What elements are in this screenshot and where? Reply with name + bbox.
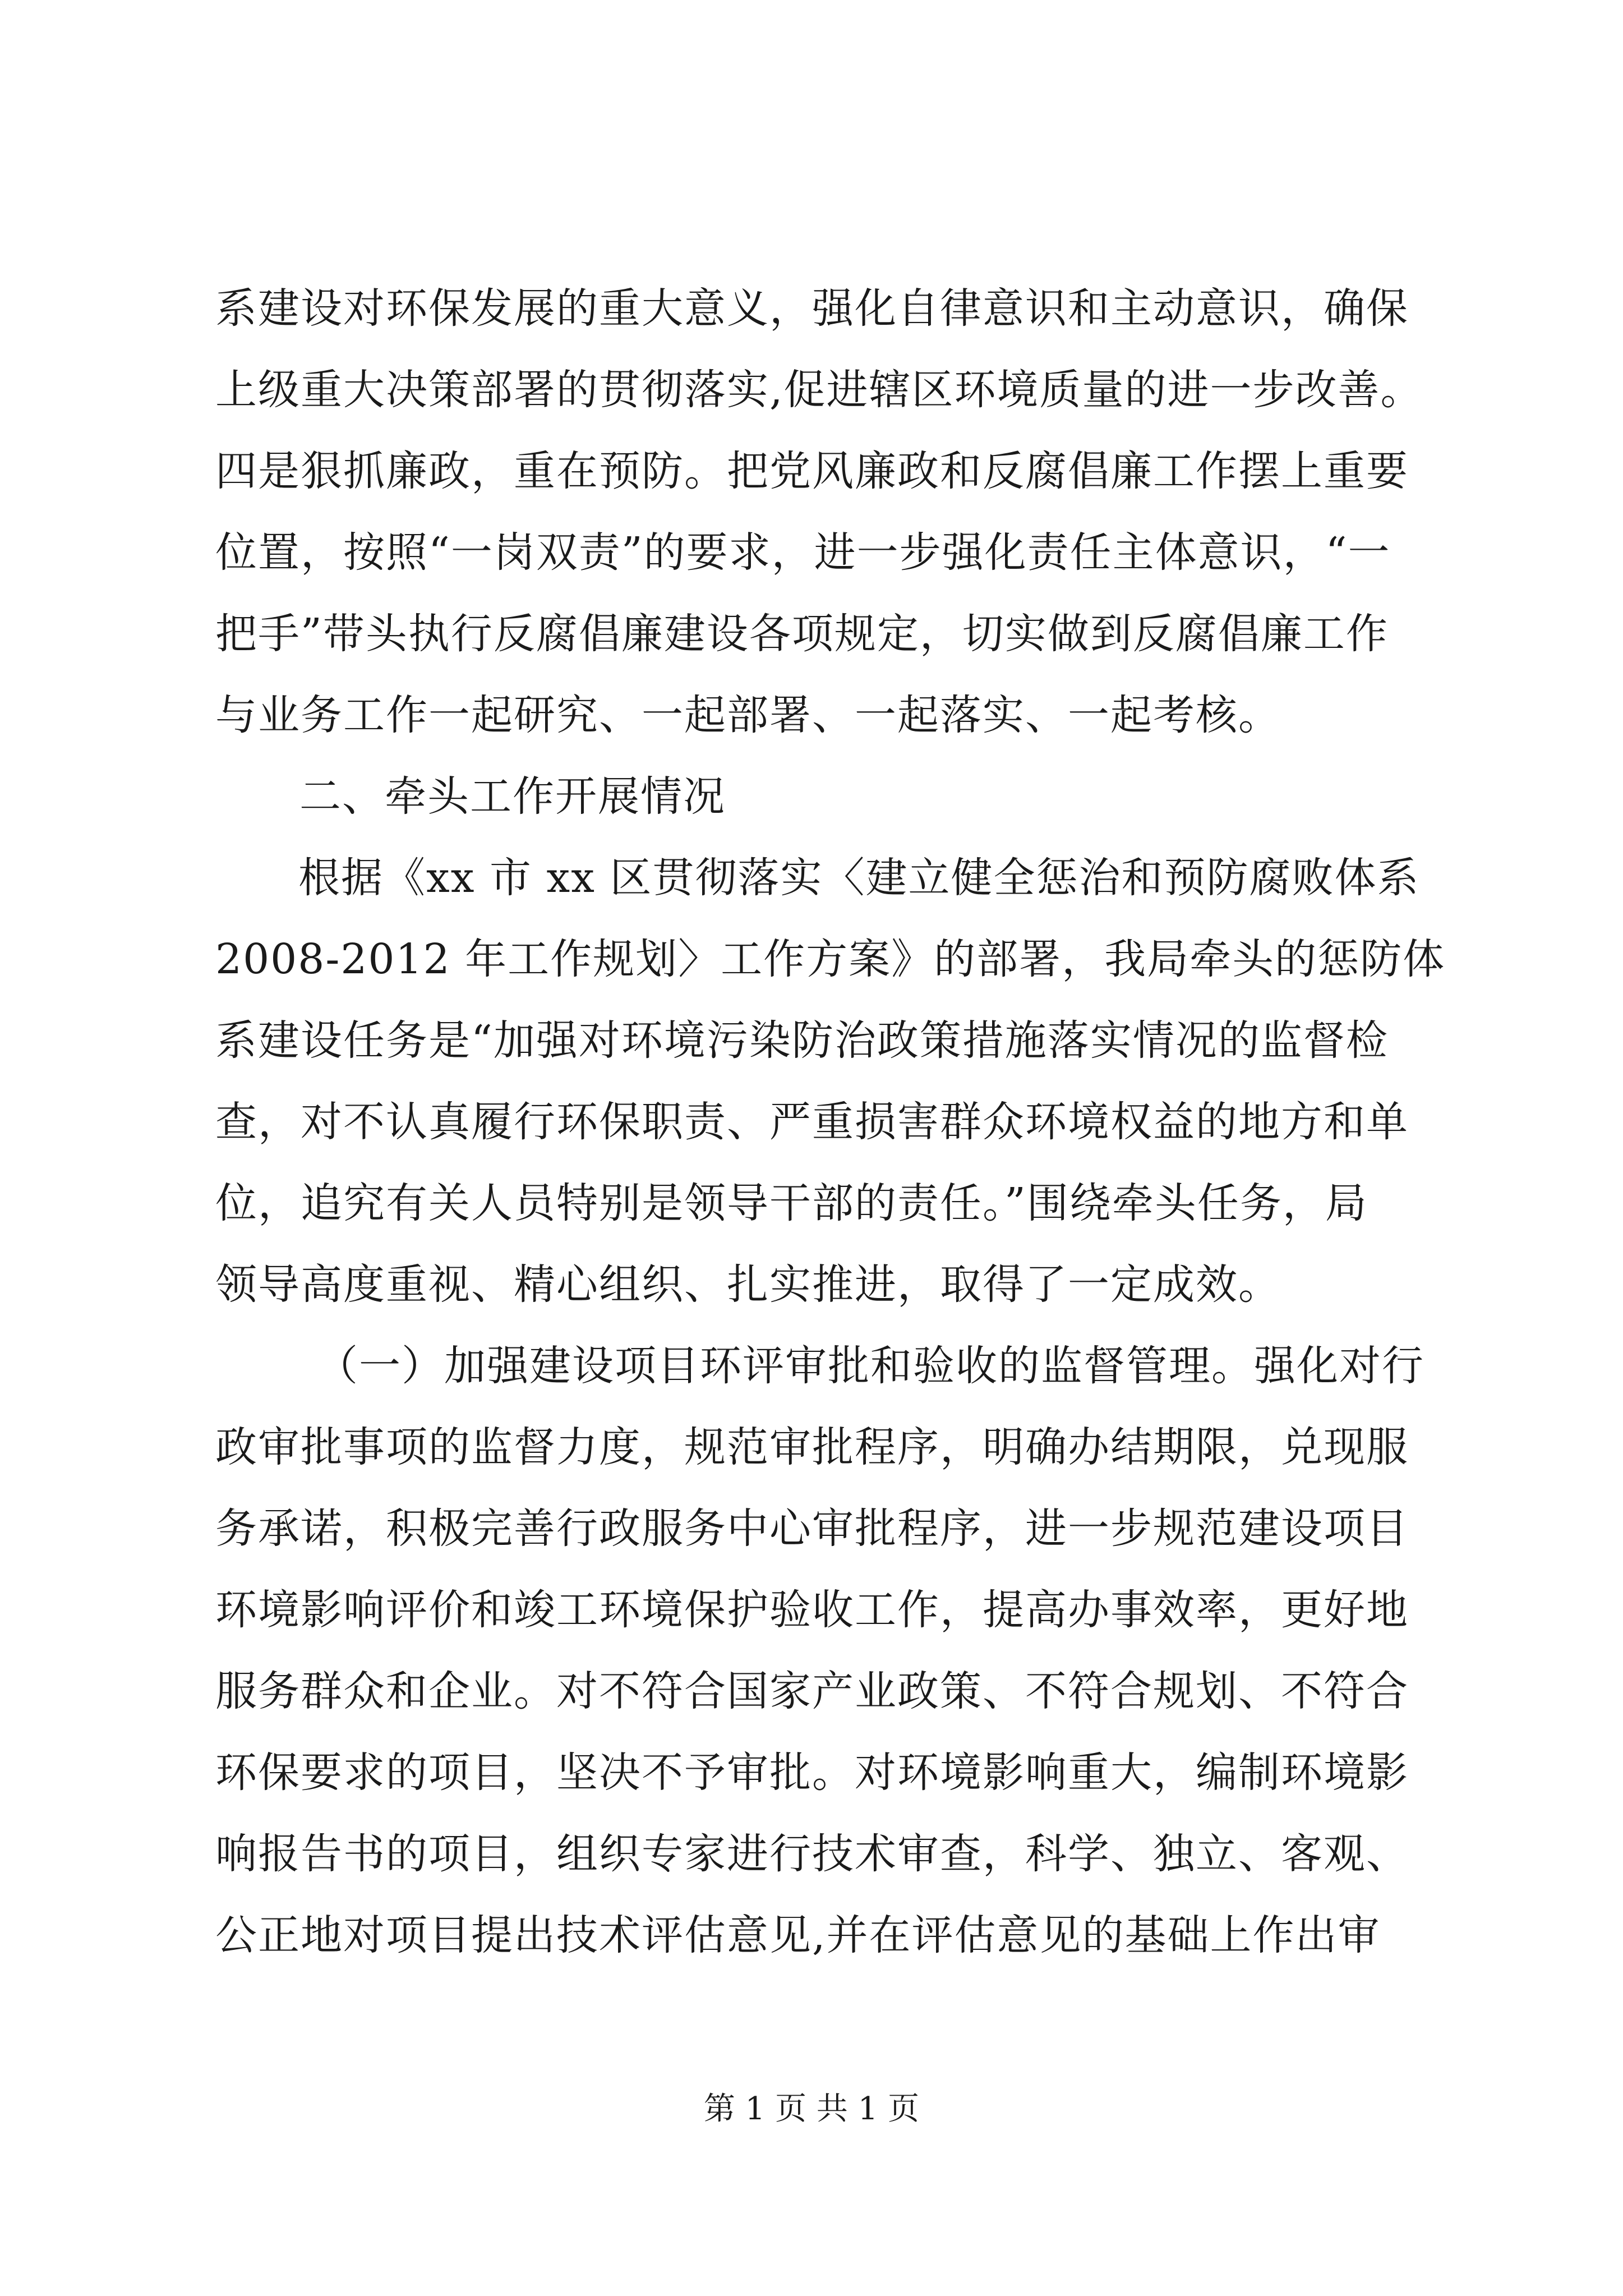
text-line: 服务群众和企业。对不符合国家产业政策、不符合规划、不符合 (215, 1667, 1409, 1715)
text-line: 位，追究有关人员特别是领导干部的责任。”围绕牵头任务，局 (215, 1179, 1368, 1227)
text-line: 上级重大决策部署的贯彻落实,促进辖区环境质量的进一步改善。 (215, 366, 1423, 414)
subsection-heading-line: （一）加强建设项目环评审批和验收的监督管理。强化对行 (316, 1342, 1424, 1390)
text-line: 系建设任务是“加强对环境污染防治政策措施落实情况的监督检 (215, 1016, 1389, 1065)
section-heading: 二、牵头工作开展情况 (299, 772, 726, 821)
text-line: 政审批事项的监督力度，规范审批程序，明确办结期限，兑现服 (215, 1423, 1409, 1471)
text-line: 环境影响评价和竣工环境保护验收工作，提高办事效率，更好地 (215, 1586, 1409, 1634)
text-line: 把手”带头执行反腐倡廉建设各项规定，切实做到反腐倡廉工作 (215, 610, 1389, 658)
text-line: 环保要求的项目，坚决不予审批。对环境影响重大，编制环境影 (215, 1749, 1409, 1797)
text-line: 位置，按照“一岗双责”的要求，进一步强化责任主体意识，“一 (215, 528, 1391, 577)
text-line: 2008-2012 年工作规划〉工作方案》的部署，我局牵头的惩防体 (215, 935, 1446, 983)
page-number-label: 第 1 页 共 1 页 (703, 2091, 920, 2127)
document-body (215, 268, 1483, 1976)
text-line: 系建设对环保发展的重大意义，强化自律意识和主动意识，确保 (215, 284, 1409, 333)
text-line: 务承诺，积极完善行政服务中心审批程序，进一步规范建设项目 (215, 1504, 1409, 1553)
text-line: 领导高度重视、精心组织、扎实推进，取得了一定成效。 (215, 1260, 1281, 1309)
text-line: 根据《xx 市 xx 区贯彻落实〈建立健全惩治和预防腐败体系 (298, 854, 1420, 902)
text-line: 查，对不认真履行环保职责、严重损害群众环境权益的地方和单 (215, 1098, 1409, 1146)
text-line: 四是狠抓廉政，重在预防。把党风廉政和反腐倡廉工作摆上重要 (215, 447, 1409, 495)
text-line: 响报告书的项目，组织专家进行技术审查，科学、独立、客观、 (215, 1830, 1409, 1878)
text-line: 与业务工作一起研究、一起部署、一起落实、一起考核。 (215, 691, 1281, 739)
text-line: 公正地对项目提出技术评估意见,并在评估意见的基础上作出审 (215, 1911, 1381, 1959)
page-footer (0, 2087, 1623, 2132)
